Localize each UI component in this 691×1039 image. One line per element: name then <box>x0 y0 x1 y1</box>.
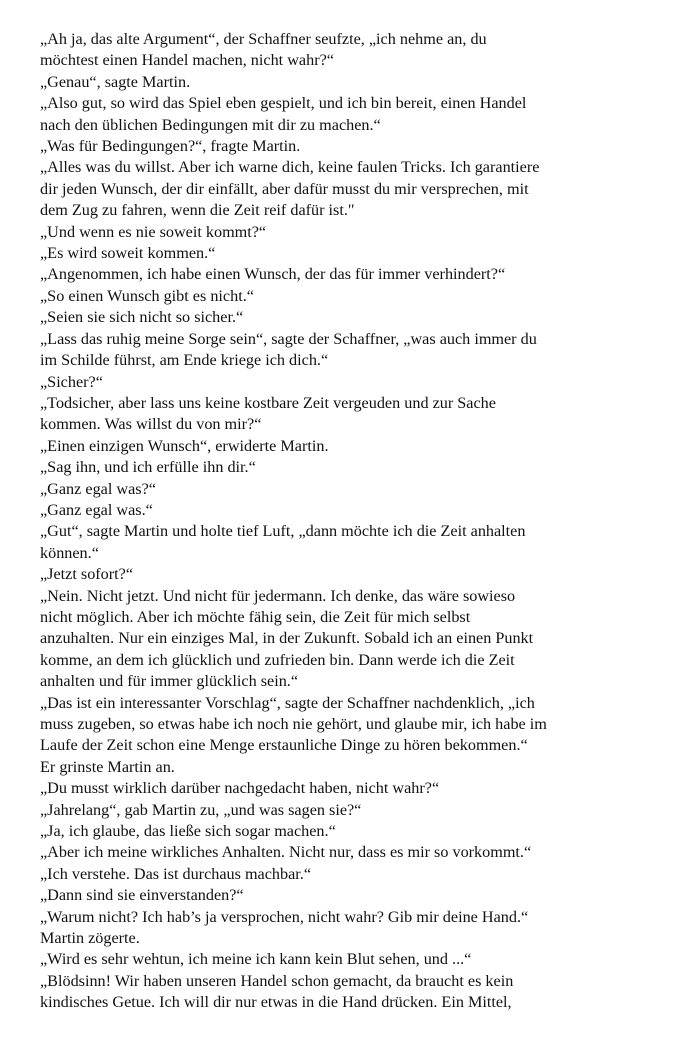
paragraph: „Warum nicht? Ich hab’s ja versprochen, nicht wahr? Gib mir deine Hand.“ Martin zögerte. <box>40 907 529 948</box>
paragraph: „So einen Wunsch gibt es nicht.“ <box>40 286 254 305</box>
paragraph: „Blödsinn! Wir haben unseren Handel schon gemacht, da braucht es kein kindisches Getue. Ich will dir nur etwas in die Hand drücken. Ein Mittel, <box>40 971 514 1012</box>
paragraph: „Ganz egal was?“ <box>40 479 156 498</box>
paragraph: „Und wenn es nie soweit kommt?“ <box>40 222 267 241</box>
paragraph: „Sicher?“ <box>40 372 103 391</box>
paragraph: „Das ist ein interessanter Vorschlag“, sagte der Schaffner nachdenklich, „ich muss zugeben, so etwas habe ich noch nie gehört, und glaube mir, ich habe im Laufe der Zeit schon eine Menge erstaunliche Dinge zu hören bekommen.“ Er grinste Martin an. <box>40 693 547 776</box>
paragraph: „Lass das ruhig meine Sorge sein“, sagte der Schaffner, „was auch immer du im Schilde führst, am Ende kriege ich dich.“ <box>40 329 537 370</box>
paragraph: „Ich verstehe. Das ist durchaus machbar.“ <box>40 864 312 883</box>
paragraph: „Du musst wirklich darüber nachgedacht haben, nicht wahr?“ <box>40 779 440 798</box>
paragraph: „Einen einzigen Wunsch“, erwiderte Martin. <box>40 436 329 455</box>
paragraph: „Todsicher, aber lass uns keine kostbare Zeit vergeuden und zur Sache kommen. Was willst du von mir?“ <box>40 393 496 434</box>
paragraph: „Also gut, so wird das Spiel eben gespielt, und ich bin bereit, einen Handel nach den üblichen Bedingungen mit dir zu machen.“ <box>40 94 527 134</box>
paragraph: „Angenommen, ich habe einen Wunsch, der das für immer verhindert?“ <box>40 265 506 284</box>
paragraph: „Aber ich meine wirkliches Anhalten. Nicht nur, dass es mir so vorkommt.“ <box>40 843 532 862</box>
paragraph: „Es wird soweit kommen.“ <box>40 244 216 263</box>
paragraph: „Gut“, sagte Martin und holte tief Luft, „dann möchte ich die Zeit anhalten können.“ <box>40 522 526 562</box>
paragraph: „Genau“, sagte Martin. <box>40 72 191 91</box>
paragraph: „Was für Bedingungen?“, fragte Martin. <box>40 137 301 156</box>
paragraph: „Jahrelang“, gab Martin zu, „und was sagen sie?“ <box>40 800 362 819</box>
paragraph: „Ganz egal was.“ <box>40 500 153 519</box>
document-page <box>40 29 670 1014</box>
paragraph: „Dann sind sie einverstanden?“ <box>40 886 244 905</box>
paragraph: „Wird es sehr wehtun, ich meine ich kann kein Blut sehen, und ...“ <box>40 950 472 969</box>
paragraph: „Ah ja, das alte Argument“, der Schaffner seufzte, „ich nehme an, du möchtest einen Handel machen, nicht wahr?“ <box>40 30 487 70</box>
paragraph: „Seien sie sich nicht so sicher.“ <box>40 308 244 327</box>
paragraph: „Ja, ich glaube, das ließe sich sogar machen.“ <box>40 822 336 841</box>
paragraph: „Alles was du willst. Aber ich warne dich, keine faulen Tricks. Ich garantiere dir jeden Wunsch, der dir einfällt, aber dafür musst du mir versprechen, mit dem Zug zu fahren, wenn die Zeit reif dafür ist." <box>40 158 540 220</box>
paragraph: „Jetzt sofort?“ <box>40 565 134 584</box>
paragraph: „Sag ihn, und ich erfülle ihn dir.“ <box>40 458 256 477</box>
paragraph: „Nein. Nicht jetzt. Und nicht für jedermann. Ich denke, das wäre sowieso nicht möglich. Aber ich möchte fähig sein, die Zeit für mich selbst anzuhalten. Nur ein einziges Mal, in der Zukunft. Sobald ich an einen Punkt komme, an dem ich glücklich und zufrieden bin. Dann werde ich die Zeit anhalten und für immer glücklich sein.“ <box>40 586 534 691</box>
